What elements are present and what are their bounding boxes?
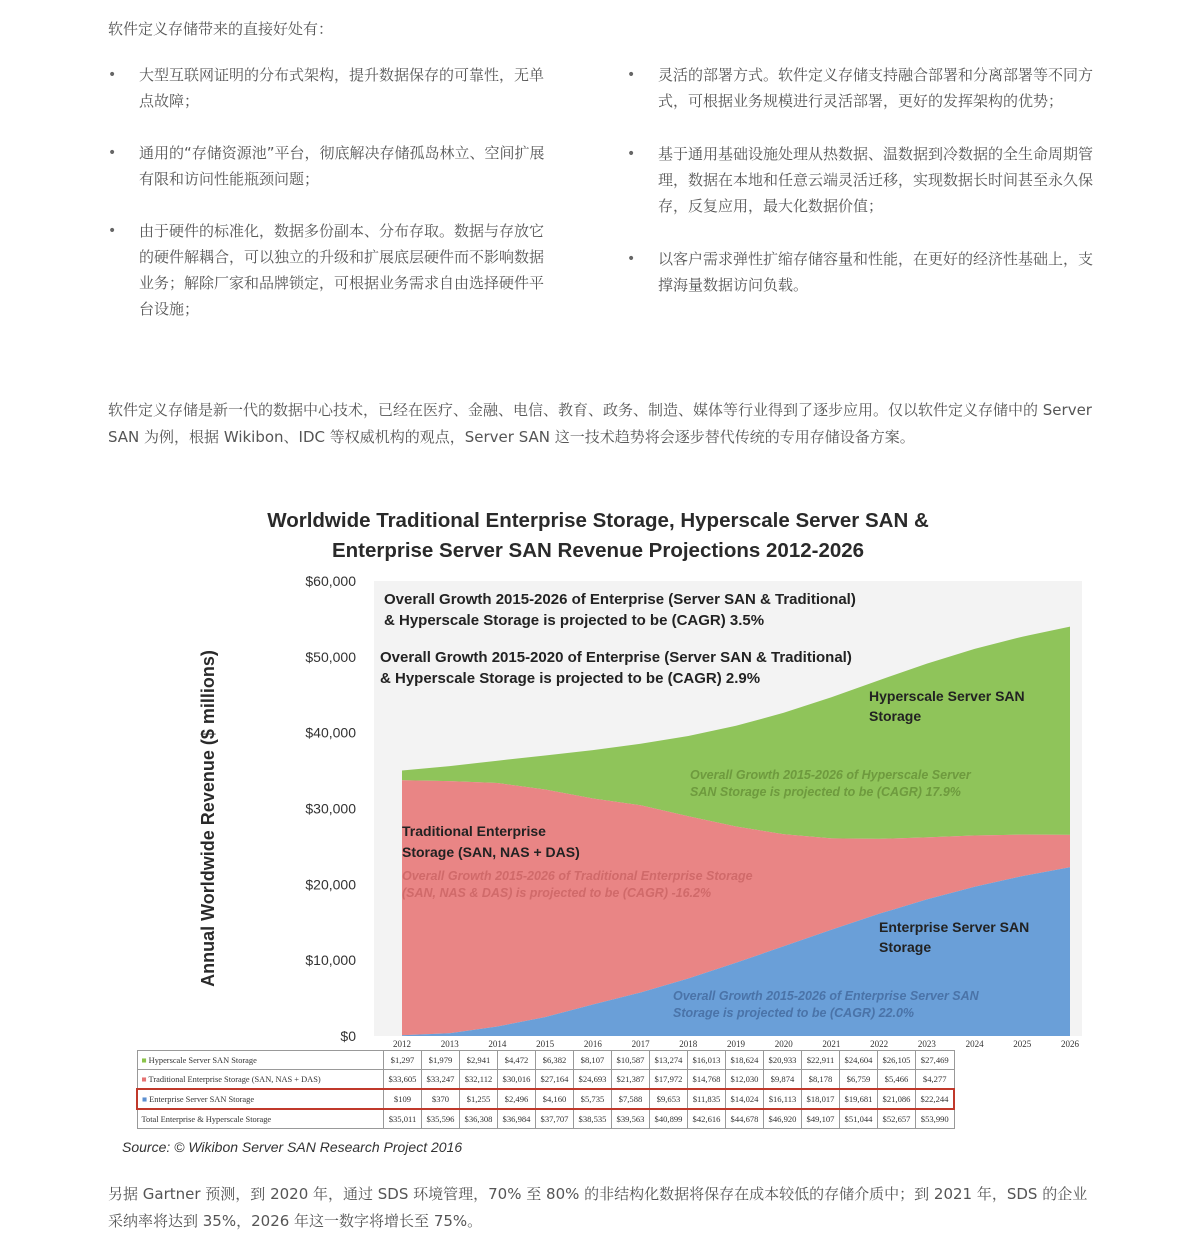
table-row-label: ■ Traditional Enterprise Storage (SAN, NAS + DAS) [137,1070,384,1090]
table-cell: $9,653 [650,1089,688,1109]
table-cell: $16,113 [764,1089,802,1109]
annotation-traditional-label: Storage (SAN, NAS + DAS) [402,844,580,860]
table-cell: $11,835 [688,1089,726,1109]
table-row-label: ■ Hyperscale Server SAN Storage [137,1051,384,1070]
table-cell: $42,616 [688,1109,726,1129]
y-tick-label: $30,000 [305,800,356,817]
x-tick-label: 2026 [1061,1039,1079,1049]
intro-text: 软件定义存储带来的直接好处有： [108,20,334,38]
x-tick-label: 2024 [965,1039,984,1049]
table-cell: $39,563 [612,1109,650,1129]
gartner-paragraph: 另据 Gartner 预测，到 2020 年，通过 SDS 环境管理，70% 至 80% 的非结构化数据将保存在成本较低的存储介质中；到 2021 年，SDS 的企业采纳率将达到 35%，2026 年这一数字将增长至 75%。 [108,1185,1088,1230]
y-tick-label: $0 [340,1028,356,1044]
annotation-enterprise-growth: Overall Growth 2015-2026 of Enterprise Server SAN [673,989,979,1003]
x-tick-label: 2012 [393,1039,411,1049]
x-tick-label: 2019 [727,1039,745,1049]
x-tick-label: 2020 [774,1039,793,1049]
table-cell: $18,017 [802,1089,840,1109]
y-tick-label: $50,000 [305,648,356,665]
list-item: • 以客户需求弹性扩缩存储容量和性能，在更好的经济性基础上，支撑海量数据访问负载。 [627,246,1093,298]
table-row [137,1051,954,1070]
y-axis-label: Annual Worldwide Revenue ($ millions) [198,650,218,987]
table-row [137,1070,954,1090]
list-item: • 通用的“存储资源池”平台，彻底解决存储孤岛林立、空间扩展有限和访问性能瓶颈问题； [108,140,558,192]
table-cell: $1,979 [422,1051,460,1070]
legend-swatch-icon: ■ [141,1074,149,1084]
x-tick-label: 2023 [917,1039,936,1049]
list-item: • 基于通用基础设施处理从热数据、温数据到冷数据的全生命周期管理，数据在本地和任意云端灵活迁移，实现数据长时间甚至永久保存，反复应用，最大化数据价值； [627,141,1093,219]
chart-title-line: Worldwide Traditional Enterprise Storage, Hyperscale Server SAN & [267,509,929,532]
legend-swatch-icon: ■ [141,1055,149,1065]
x-tick-label: 2014 [488,1039,507,1049]
annotation-overall-growth-2020: Overall Growth 2015-2020 of Enterprise (Server SAN & Traditional) [380,649,852,666]
list-item: • 由于硬件的标准化，数据多份副本、分布存取。数据与存放它的硬件解耦合，可以独立的升级和扩展底层硬件而不影响数据业务；解除厂家和品牌锁定，可根据业务需求自由选择硬件平台设施； [108,218,558,322]
table-cell: $16,013 [688,1051,726,1070]
annotation-hyperscale-label: Storage [869,708,922,724]
table-cell: $2,496 [498,1089,536,1109]
annotation-traditional-growth: (SAN, NAS & DAS) is projected to be (CAGR) -16.2% [402,886,712,900]
table-cell: $18,624 [726,1051,764,1070]
x-tick-label: 2025 [1013,1039,1032,1049]
table-cell: $26,105 [878,1051,916,1070]
y-tick-label: $60,000 [305,573,356,589]
table-cell: $8,107 [574,1051,612,1070]
revenue-chart-figure [118,498,1098,1166]
table-cell: $22,244 [916,1089,955,1109]
table-cell: $5,466 [878,1070,916,1090]
chart-title-line: Enterprise Server SAN Revenue Projections 2012-2026 [331,539,865,562]
table-cell: $5,735 [574,1089,612,1109]
table-row-label: ■ Enterprise Server SAN Storage [137,1089,384,1109]
x-tick-label: 2013 [440,1039,459,1049]
table-cell: $49,107 [802,1109,840,1129]
y-tick-label: $40,000 [305,724,356,741]
table-cell: $44,678 [726,1109,764,1129]
y-tick-label: $20,000 [305,876,356,893]
table-cell: $53,990 [916,1109,955,1129]
x-tick-label: 2022 [870,1039,889,1049]
table-cell: $33,247 [422,1070,460,1090]
revenue-area-chart [118,498,1098,1058]
x-tick-label: 2017 [631,1039,650,1049]
annotation-enterprise-growth: Storage is projected to be (CAGR) 22.0% [673,1006,915,1020]
annotation-overall-growth-2026: & Hyperscale Storage is projected to be (CAGR) 3.5% [384,612,765,629]
table-cell: $17,972 [650,1070,688,1090]
annotation-traditional-label: Traditional Enterprise [402,823,546,839]
table-cell: $24,693 [574,1070,612,1090]
annotation-hyperscale-label: Hyperscale Server SAN [869,688,1025,704]
table-cell: $13,274 [650,1051,688,1070]
table-row [137,1109,954,1129]
table-cell: $38,535 [574,1109,612,1129]
table-cell: $4,472 [498,1051,536,1070]
table-cell: $32,112 [460,1070,498,1090]
annotation-traditional-growth: Overall Growth 2015-2026 of Traditional Enterprise Storage [402,869,753,883]
annotation-hyperscale-growth: SAN Storage is projected to be (CAGR) 17.9% [690,785,961,799]
x-tick-label: 2015 [536,1039,555,1049]
x-tick-label: 2016 [583,1039,602,1049]
table-cell: $6,382 [536,1051,574,1070]
table-cell: $1,297 [384,1051,422,1070]
y-tick-label: $10,000 [305,952,356,969]
table-cell: $4,160 [536,1089,574,1109]
table-cell: $10,587 [612,1051,650,1070]
server-san-paragraph: 软件定义存储是新一代的数据中心技术，已经在医疗、金融、电信、教育、政务、制造、媒体等行业得到了逐步应用。仅以软件定义存储中的 Server SAN 为例，根据 Wikibon、IDC 等权威机构的观点，Server SAN 这一技术趋势将会逐步替代传统的专用存储设备方案。 [108,401,1092,446]
annotation-overall-growth-2026: Overall Growth 2015-2026 of Enterprise (Server SAN & Traditional) [384,591,856,608]
table-cell: $4,277 [916,1070,955,1090]
table-cell: $46,920 [764,1109,802,1129]
annotation-overall-growth-2020: & Hyperscale Storage is projected to be (CAGR) 2.9% [380,670,761,687]
table-cell: $8,178 [802,1070,840,1090]
table-cell: $52,657 [878,1109,916,1129]
table-cell: $37,707 [536,1109,574,1129]
table-cell: $370 [422,1089,460,1109]
table-cell: $35,596 [422,1109,460,1129]
annotation-hyperscale-growth: Overall Growth 2015-2026 of Hyperscale Server [690,768,971,782]
table-cell: $14,024 [726,1089,764,1109]
table-cell: $14,768 [688,1070,726,1090]
x-tick-label: 2021 [822,1039,841,1049]
table-cell: $109 [384,1089,422,1109]
table-cell: $12,030 [726,1070,764,1090]
x-tick-label: 2018 [679,1039,698,1049]
chart-source: Source: © Wikibon Server SAN Research Project 2016 [122,1139,463,1155]
table-cell: $27,469 [916,1051,955,1070]
table-cell: $27,164 [536,1070,574,1090]
annotation-enterprise-label: Storage [879,939,932,955]
table-row-label: Total Enterprise & Hyperscale Storage [137,1109,384,1129]
table-cell: $24,604 [840,1051,878,1070]
table-cell: $30,016 [498,1070,536,1090]
benefits-left-column [108,62,558,322]
table-cell: $40,899 [650,1109,688,1129]
table-cell: $51,044 [840,1109,878,1129]
table-cell: $6,759 [840,1070,878,1090]
benefits-right-column [627,62,1093,298]
annotation-enterprise-label: Enterprise Server SAN [879,919,1030,935]
table-cell: $1,255 [460,1089,498,1109]
revenue-data-table [136,1050,955,1129]
table-cell: $7,588 [612,1089,650,1109]
table-cell: $20,933 [764,1051,802,1070]
list-item: • 灵活的部署方式。软件定义存储支持融合部署和分离部署等不同方式，可根据业务规模进行灵活部署，更好的发挥架构的优势； [627,62,1093,114]
table-cell: $35,011 [384,1109,422,1129]
table-cell: $22,911 [802,1051,840,1070]
legend-swatch-icon: ■ [142,1094,150,1104]
table-cell: $21,387 [612,1070,650,1090]
table-row [137,1089,954,1109]
table-cell: $21,086 [878,1089,916,1109]
table-cell: $36,308 [460,1109,498,1129]
table-cell: $9,874 [764,1070,802,1090]
list-item: • 大型互联网证明的分布式架构，提升数据保存的可靠性，无单点故障； [108,62,558,114]
table-cell: $36,984 [498,1109,536,1129]
table-cell: $19,681 [840,1089,878,1109]
table-cell: $33,605 [384,1070,422,1090]
table-cell: $2,941 [460,1051,498,1070]
